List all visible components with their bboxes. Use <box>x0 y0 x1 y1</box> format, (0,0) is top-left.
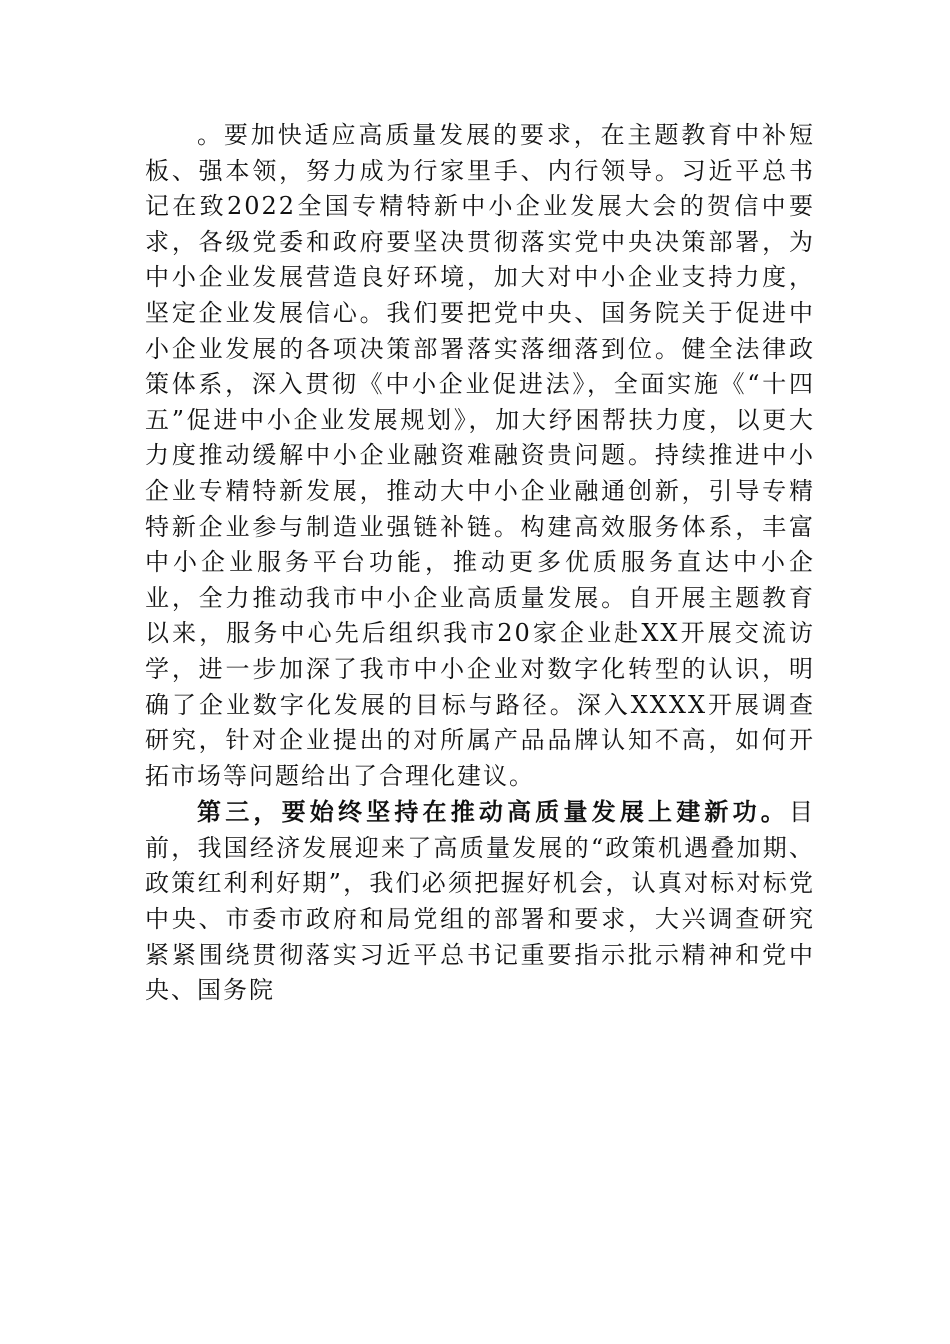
document-body <box>145 117 815 1009</box>
paragraph-2-text: 目前，我国经济发展迎来了高质量发展的“政策机遇叠加期、政策红利利好期”，我们必须把握好机会，认真对标对标党中央、市委市政府和局党组的部署和要求，大兴调查研究紧紧围绕贯彻落实习近平总书记重要指示批示精神和党中央、国务院 <box>145 798 815 1005</box>
paragraph-1-text: 。要加快适应高质量发展的要求，在主题教育中补短板、强本领，努力成为行家里手、内行领导。习近平总书记在致2022全国专精特新中小企业发展大会的贺信中要求，各级党委和政府要坚决贯彻落实党中央决策部署，为中小企业发展营造良好环境，加大对中小企业支持力度，坚定企业发展信心。我们要把党中央、国务院关于促进中小企业发展的各项决策部署落实落细落到位。健全法律政策体系，深入贯彻《中小企业促进法》，全面实施《“十四五”促进中小企业发展规划》，加大纾困帮扶力度，以更大力度推动缓解中小企业融资难融资贵问题。持续推进中小企业专精特新发展，推动大中小企业融通创新，引导专精特新企业参与制造业强链补链。构建高效服务体系，丰富中小企业服务平台功能，推动更多优质服务直达中小企业，全力推动我市中小企业高质量发展。自开展主题教育以来，服务中心先后组织我市20家企业赴XX开展交流访学，进一步加深了我市中小企业对数字化转型的认识，明确了企业数字化发展的目标与路径。深入XXXX开展调查研究，针对企业提出的对所属产品品牌认知不高，如何开拓市场等问题给出了合理化建议。 <box>145 121 815 790</box>
paragraph-1 <box>145 117 815 794</box>
paragraph-2-lead: 第三，要始终坚持在推动高质量发展上建新功。 <box>197 797 789 827</box>
paragraph-2 <box>145 794 815 1009</box>
